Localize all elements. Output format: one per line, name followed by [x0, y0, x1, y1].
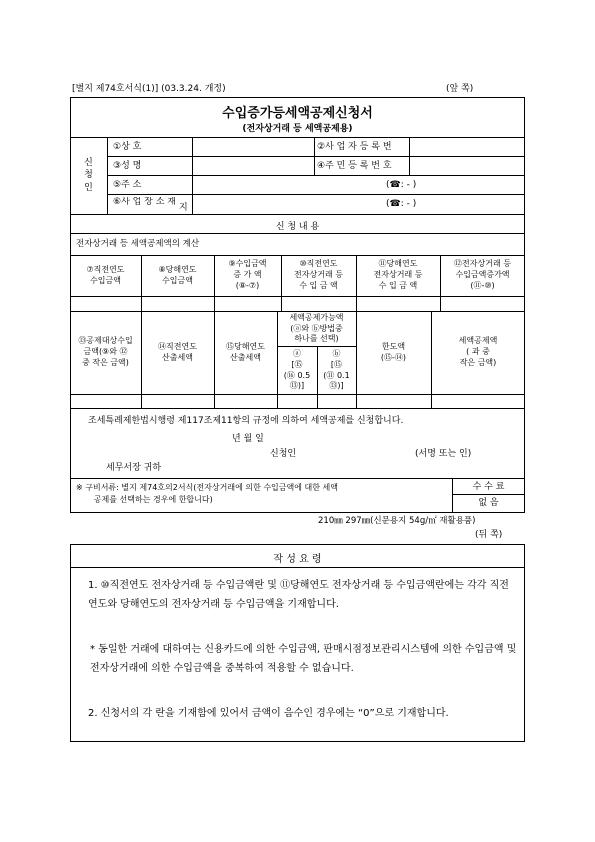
- current-year-tax-header: ⑮당해연도 산출세액: [226, 341, 265, 362]
- page-side-front: (앞 쪽): [446, 84, 474, 94]
- resident-number-label: ④주 민 등 록 번 호: [317, 161, 392, 171]
- current-year-revenue-input[interactable]: [142, 297, 213, 310]
- instruction-item-1: 1. ⑩직전연도 전자상거래 등 수입금액란 및 ⑪당해연도 전자상거래 등 수입금액란에는 각각 직전연도와 당해연도의 전자상거래 등 수입금액을 기재합니다.: [88, 580, 509, 610]
- limit-amount-header: 한도액 (⑮-⑭): [380, 341, 407, 362]
- instruction-item-2: 2. 신청서의 각 란을 기재함에 있어서 금액이 음수인 경우에는 “0”으로 기재합니다.: [88, 708, 449, 719]
- method-b-input[interactable]: [318, 395, 355, 407]
- address-phone[interactable]: (☎: - ): [386, 180, 417, 190]
- application-content-header: 신 청 내 용: [275, 222, 320, 232]
- revenue-increase-header: ⑨수입금액 증 가 액 (⑧-⑦): [228, 259, 267, 290]
- address-label: ⑤주 소: [113, 180, 142, 190]
- resident-number-field[interactable]: [411, 158, 523, 173]
- business-name-label: ①상 호: [113, 142, 142, 152]
- prior-year-revenue-header: ⑦직전연도 수입금액: [86, 264, 125, 285]
- business-name-field[interactable]: [194, 139, 312, 154]
- required-documents: ※ 구비서류: 별지 제74호의2서식(전자상거래에 의한 수입금액에 대한 세액 공제를 선택하는 경우에 한합니다): [76, 483, 338, 505]
- possible-deduction-header: 세액공제가능액 (ⓐ와 ⓑ방법중 하나를 선택): [289, 312, 344, 344]
- office-phone[interactable]: (☎: - ): [386, 199, 417, 209]
- instruction-note: * 동일한 거래에 대하여는 신용카드에 의한 수입금액, 판매시점정보관리시스템에 의한 수입금액 및 전자상거래에 의한 수입금액을 중복하여 적용할 수 없습니다.: [90, 644, 517, 674]
- current-year-tax-input[interactable]: [215, 395, 276, 407]
- current-year-revenue-header: ⑧당해연도 수입금액: [158, 264, 197, 285]
- revenue-increase-input[interactable]: [215, 297, 280, 310]
- prior-year-tax-input[interactable]: [142, 395, 213, 407]
- current-year-ecommerce-revenue-input[interactable]: [357, 297, 439, 310]
- method-a-header: ⓐ [⑮ (⑯ 0.5 ⑬)]: [283, 349, 311, 391]
- address-field[interactable]: [194, 177, 374, 192]
- fee-value: 없 음: [478, 498, 499, 508]
- sign-or-seal[interactable]: (서명 또는 인): [415, 449, 472, 459]
- deductible-revenue-input[interactable]: [71, 395, 140, 407]
- calculation-title: 전자상거래 등 세액공제액의 계산: [76, 239, 200, 249]
- method-a-input[interactable]: [278, 395, 316, 407]
- business-reg-number-label: ②사 업 자 등 록 번: [317, 142, 392, 152]
- prior-year-ecommerce-revenue-header: ⑩직전연도 전자상거래 등 수 입 금 액: [294, 259, 343, 290]
- ecommerce-revenue-increase-input[interactable]: [441, 297, 524, 310]
- form-reference: [별지 제74호서식(1)] (03.3.24. 개정): [72, 84, 226, 94]
- current-year-ecommerce-revenue-header: ⑪당해연도 전자상거래 등 수 입 금 액: [373, 259, 423, 290]
- applicant-section-label: 신 청 인: [84, 158, 93, 193]
- prior-year-revenue-input[interactable]: [71, 297, 140, 310]
- prior-year-tax-header: ⑭직전연도 산출세액: [158, 341, 197, 362]
- prior-year-ecommerce-revenue-input[interactable]: [282, 297, 355, 310]
- limit-amount-input[interactable]: [357, 395, 430, 407]
- office-location-label: ⑥사 업 장 소 재 지: [113, 197, 188, 213]
- business-reg-number-field[interactable]: [411, 139, 523, 154]
- page-side-back: (뒤 쪽): [475, 530, 503, 540]
- form-subtitle: (전자상거래 등 세액공제용): [242, 124, 353, 134]
- application-date[interactable]: 년 월 일: [232, 434, 264, 444]
- ecommerce-revenue-increase-header: ⑫전자상거래 등 수입금액증가액 (⑪-⑩): [454, 259, 511, 290]
- representative-name-field[interactable]: [194, 158, 312, 173]
- tax-deduction-input[interactable]: [432, 395, 524, 407]
- addressee-tax-office: 세무서장 귀하: [106, 463, 162, 473]
- applicant-signature-label: 신청인: [270, 449, 297, 459]
- tax-deduction-header: 세액공제액 ( 과 중 작은 금액): [458, 336, 498, 367]
- declaration-text: 조세특례제한법시행령 제117조제11항의 규정에 의하여 세액공제를 신청합니다.: [88, 416, 404, 426]
- office-location-field[interactable]: [194, 196, 374, 212]
- form-title: 수입증가등세액공제신청서: [222, 106, 373, 121]
- fee-label: 수 수 료: [472, 482, 505, 492]
- method-b-header: ⓑ [⑮ (⑪ 0.1 ⑬)]: [323, 349, 350, 391]
- paper-specification: 210㎜ 297㎜(신문용지 54g/㎡ 재활용품): [318, 516, 476, 526]
- deductible-revenue-header: ⑬공제대상수입 금액(⑨와 ⑫ 중 작은 금액): [78, 336, 133, 367]
- instructions-title: 작 성 요 령: [273, 554, 322, 565]
- representative-name-label: ③성 명: [113, 161, 142, 171]
